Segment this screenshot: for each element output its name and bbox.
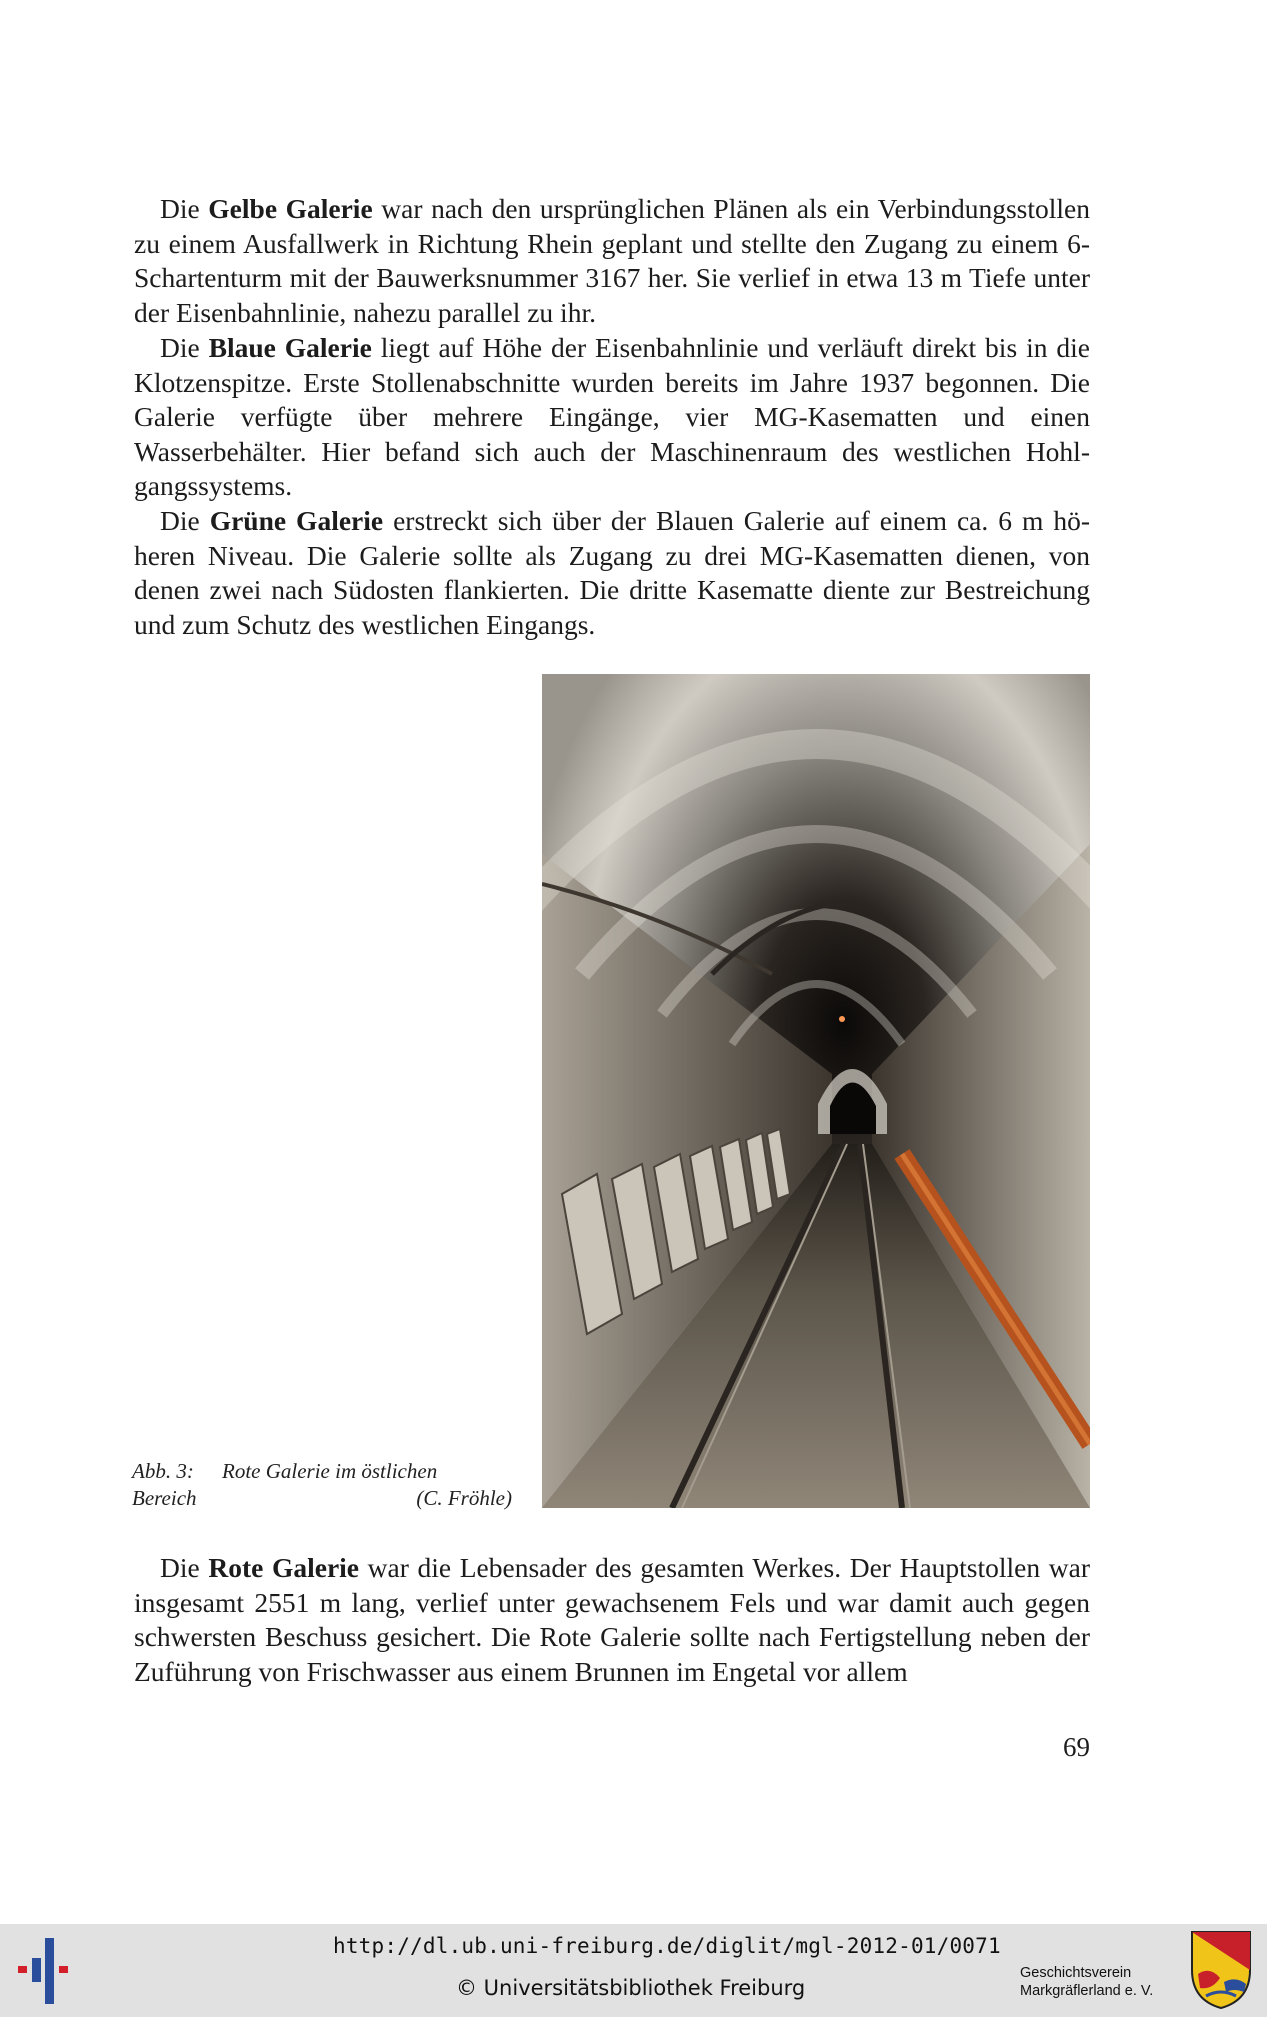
society-name-line1: Geschichtsverein	[1020, 1965, 1132, 1981]
term-blaue-galerie: Blaue Galerie	[208, 332, 372, 363]
tunnel-illustration	[542, 674, 1090, 1508]
copyright-text: © Universitätsbibliothek Freiburg	[456, 1976, 806, 2000]
caption-credit: (C. Fröhle)	[416, 1486, 512, 1510]
paragraph-lead: Die	[160, 193, 209, 224]
paragraph-lead: Die	[160, 505, 210, 536]
coat-of-arms-icon	[1190, 1930, 1252, 2015]
caption-text: Rote Galerie im östlichen	[222, 1459, 438, 1483]
paragraph-gruene-galerie	[134, 504, 1090, 642]
society-name-line2: Markgräflerland e. V.	[1020, 1983, 1154, 1999]
paragraph-text: war nach den ursprünglichen Plänen als ein Verbindungsstollen zu einem Ausfallwerk in Richtung Rhein geplant und stellte den Zugang zu einem 6-Schartenturm mit der Bauwerksnummer 3167 her. Sie verlief in etwa 13 m Tiefe unter der Eisenbahnlinie, nahezu parallel zu ihr.	[134, 193, 1090, 328]
tunnel-photo	[542, 674, 1090, 1508]
page-number: 69	[1063, 1732, 1090, 1762]
source-url-link[interactable]: http://dl.ub.uni-freiburg.de/diglit/mgl-2012-01/0071	[333, 1934, 1001, 1958]
paragraph-rote-galerie	[134, 1551, 1090, 1689]
ub-freiburg-logo-icon	[18, 1938, 80, 2009]
figure-caption	[132, 1458, 512, 1512]
paragraph-lead: Die	[160, 1552, 209, 1583]
paragraph-blaue-galerie	[134, 331, 1090, 504]
term-gruene-galerie: Grüne Galerie	[209, 505, 384, 536]
society-name	[1020, 1964, 1153, 2000]
caption-text-continued: Bereich	[132, 1486, 197, 1510]
term-rote-galerie: Rote Galerie	[208, 1552, 360, 1583]
footer-bar	[0, 1924, 1267, 2017]
paragraph-text: war die Lebensader des gesamten Werkes. Der Hauptstollen war insgesamt 2551 m lang, verlief unter gewachsenem Fels und war damit auch gegen schwersten Beschuss gesichert. Die Rote Galerie sollte nach Fertigstellung neben der Zuführung von Frischwasser aus einem Brunnen im Engetal vor allem	[134, 1552, 1090, 1687]
paragraph-gelbe-galerie	[134, 192, 1090, 330]
paragraph-text: erstreckt sich über der Blauen Galerie auf einem ca. 6 m höheren Niveau. Die Galerie sollte als Zugang zu drei MG-Kasematten dienen, von denen zwei nach Südosten flankierten. Die dritte Kasematte diente zur Bestreichung und zum Schutz des westlichen Eingangs.	[134, 505, 1090, 640]
term-gelbe-galerie: Gelbe Galerie	[208, 193, 373, 224]
paragraph-lead: Die	[160, 332, 209, 363]
caption-label: Abb. 3:	[132, 1459, 194, 1483]
paragraph-text: liegt auf Höhe der Eisenbahnlinie und verläuft direkt bis in die Klotzenspitze. Erste Stollenabschnitte wurden bereits im Jahre 1937 begonnen. Die Galerie verfügte über mehrere Eingänge, vier MG-Kasematten und einen Wasserbehälter. Hier befand sich auch der Maschinenraum des westlichen Hohlgangssystems.	[134, 332, 1090, 502]
